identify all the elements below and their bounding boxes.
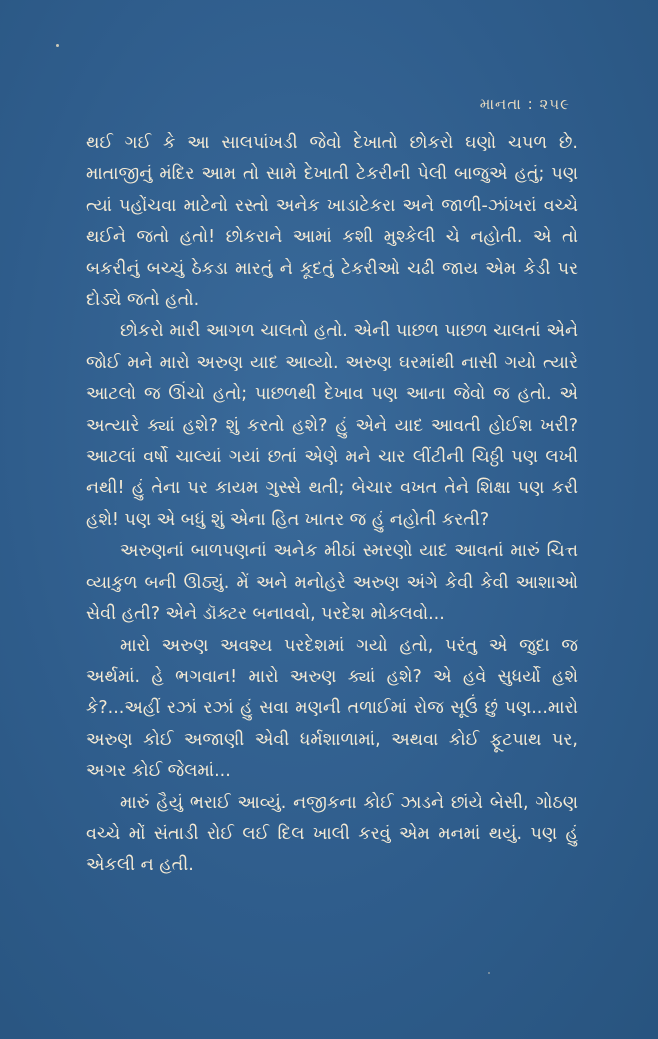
paragraph-5: મારું હૈયું ભરાઈ આવ્યું. નજીકના કોઈ ઝાડને છાંયે બેસી, ગોઠણ વચ્ચે મોં સંતાડી રોઈ લઈ દિલ ખાલી કરવું એમ મનમાં થયું. પણ હું એકલી ન હતી.: [86, 792, 578, 876]
ink-speck: [56, 44, 59, 47]
paragraph-3: અરુણનાં બાળપણનાં અનેક મીઠાં સ્મરણો યાદ આવતાં મારું ચિત્ત વ્યાકુળ બની ઊઠ્યું. મેં અને મનોહરે અરુણ અંગે કેવી કેવી આશાઓ સેવી હતી? એને ડૉક્ટર બનાવવો, પરદેશ મોકલવો...: [86, 541, 578, 625]
running-head: માનતા : ૨૫૯: [479, 95, 570, 113]
paragraph-1: થઈ ગઈ કે આ સાલપાંખડી જેવો દેખાતો છોકરો ઘણો ચપળ છે. માતાજીનું મંદિર આમ તો સામે દેખાતી ટેકરીની પેલી બાજુએ હતું; પણ ત્યાં પહોંચવા માટેનો રસ્તો અનેક ખાડાટેકરા અને જાળી-ઝાંખરાં વચ્ચે થઈને જતો હતો! છોકરાને આમાં કશી મુશ્કેલી ચે નહોતી. એ તો બકરીનું બચ્ચું ઠેકડા મારતું ને કૂદતું ટેકરીઓ ચઢી જાય એમ કેડી પર દોડ્યે જતો હતો.: [86, 133, 578, 311]
paragraph-2: છોકરો મારી આગળ ચાલતો હતો. એની પાછળ પાછળ ચાલતાં એને જોઈ મને મારો અરુણ યાદ આવ્યો. અરુણ ઘરમાંથી નાસી ગયો ત્યારે આટલો જ ઊંચો હતો; પાછળથી દેખાવ પણ આના જેવો જ હતો. એ અત્યારે ક્યાં હશે? શું કરતો હશે? હું એને યાદ આવતી હોઈશ ખરી? આટલાં વર્ષો ચાલ્યાં ગયાં છતાં એણે મને ચાર લીંટીની ચિઠ્ઠી પણ લખી નથી! હું તેના પર કાયમ ગુસ્સે થતી; બેચાર વખત તેને શિક્ષા પણ કરી હશે! પણ એ બધું શું એના હિત ખાતર જ હું નહોતી કરતી?: [86, 321, 578, 530]
paragraph-4: મારો અરુણ અવશ્ય પરદેશમાં ગયો હતો, પરંતુ એ જુદા જ અર્થમાં. હે ભગવાન! મારો અરુણ ક્યાં હશે? એ હવે સુધર્યો હશે કે?...અહીં રઝાં રઝાં હું સવા મણની તળાઈમાં રોજ સૂઉં છું પણ...મારો અરુણ કોઈ અજાણી એવી ધર્મશાળામાં, અથવા કોઈ ફૂટપાથ પર, અગર કોઈ જેલમાં...: [86, 635, 578, 782]
body-text: [86, 128, 578, 882]
ink-speck: [488, 972, 490, 974]
